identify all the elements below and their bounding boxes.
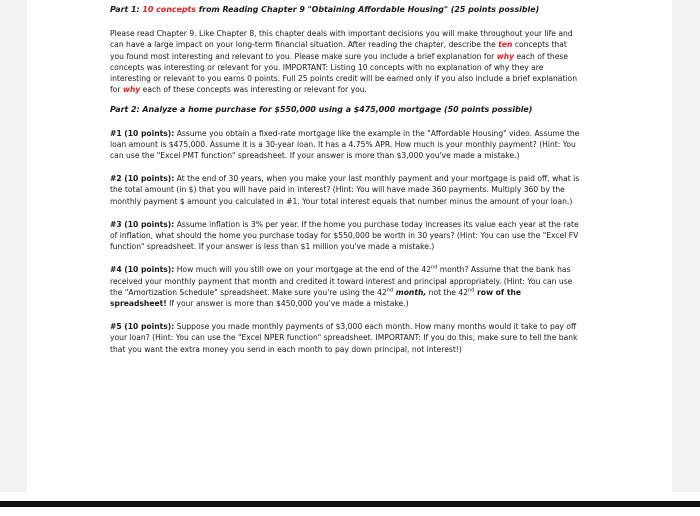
page-bottom-edge [0,492,700,516]
emphasis-why: why [122,85,141,95]
question-label: #3 (10 points): [110,219,175,229]
emphasis-ten: ten [498,40,513,50]
question-label: #1 (10 points): [110,128,175,138]
part1-instructions: Please read Chapter 9. Like Chapter 8, this chapter deals with important decisions you will make throughout your life and can have a large impact on your long-term financial situation. After reading the chapter, describe the ten concepts that you found most interesting and relevant to you. Please make sure you include a brief explanation for why each of these concepts was interesting or relevant for you. IMPORTANT: Listing 10 concepts with no explanation of why they are interesting or relevant to you earns 0 points. Full 25 points credit will be earned only if you also include a brief explanation for why each of these concepts was interesting or relevant for you. [110,29,578,95]
question-1: #1 (10 points): Assume you obtain a fixed-rate mortgage like the example in the "Affordable Housing" video. Assume the loan amount is $475,000. Assume it is a 30-year loan. It has a 4.75% APR. How much is your monthly payment? (Hint: You can use the "Excel PMT function" spreadsheet. If your answer is more than $3,000 you've made a mistake.) [110,128,580,161]
divider [0,501,700,507]
part1-heading: Part 1: 10 concepts from Reading Chapter 9 "Obtaining Affordable Housing" (25 points possible) [110,5,540,14]
question-label: #4 (10 points): [110,265,175,275]
question-label: #5 (10 points): [110,322,175,332]
question-2: #2 (10 points): At the end of 30 years, when you make your last monthly payment and your mortgage is paid off, what is the total amount (in $) that you will have paid in interest? (Hint: You will have made 360 payments. Multiply 360 by the monthly payment $ amount you calculated in #1. Your total interest equals that number minus the amount of your loan.) [110,174,580,206]
question-3: #3 (10 points): Assume inflation is 3% per year. If the home you purchase today increases its value each year at the rate of inflation, what should the home you purchase today for $550,000 be worth in 30 years? (Hint: You can use the "Excel FV function" spreadsheet. If your answer is less than $1 million you've made a mistake.) [110,219,579,252]
document-content [110,4,580,355]
question-4: #4 (10 points): How much will you still owe on your mortgage at the end of the 42nd month? Assume that the bank has received your monthly payment that month and credited it toward interest and principal appropriately. (Hint: You can use the "Amortization Schedule" spreadsheet. Make sure you're using the 42nd month, not the 42nd row of the spreadsheet! If your answer is more than $450,000 you've made a mistake.) [110,264,573,309]
part2-heading: Part 2: Analyze a home purchase for $550,000 using a $475,000 mortgage (50 points possible) [110,105,533,115]
emphasis-why: why [496,51,515,61]
question-5: #5 (10 points): Suppose you made monthly payments of $3,000 each month. How many months would it take to pay off your loan? (Hint: You can use the "Excel NPER function" spreadsheet. IMPORTANT: If you do this, make sure to tell the bank that you want the extra money you send in each month to pay down principal, not interest!) [110,322,578,354]
question-label: #2 (10 points): [110,174,175,184]
